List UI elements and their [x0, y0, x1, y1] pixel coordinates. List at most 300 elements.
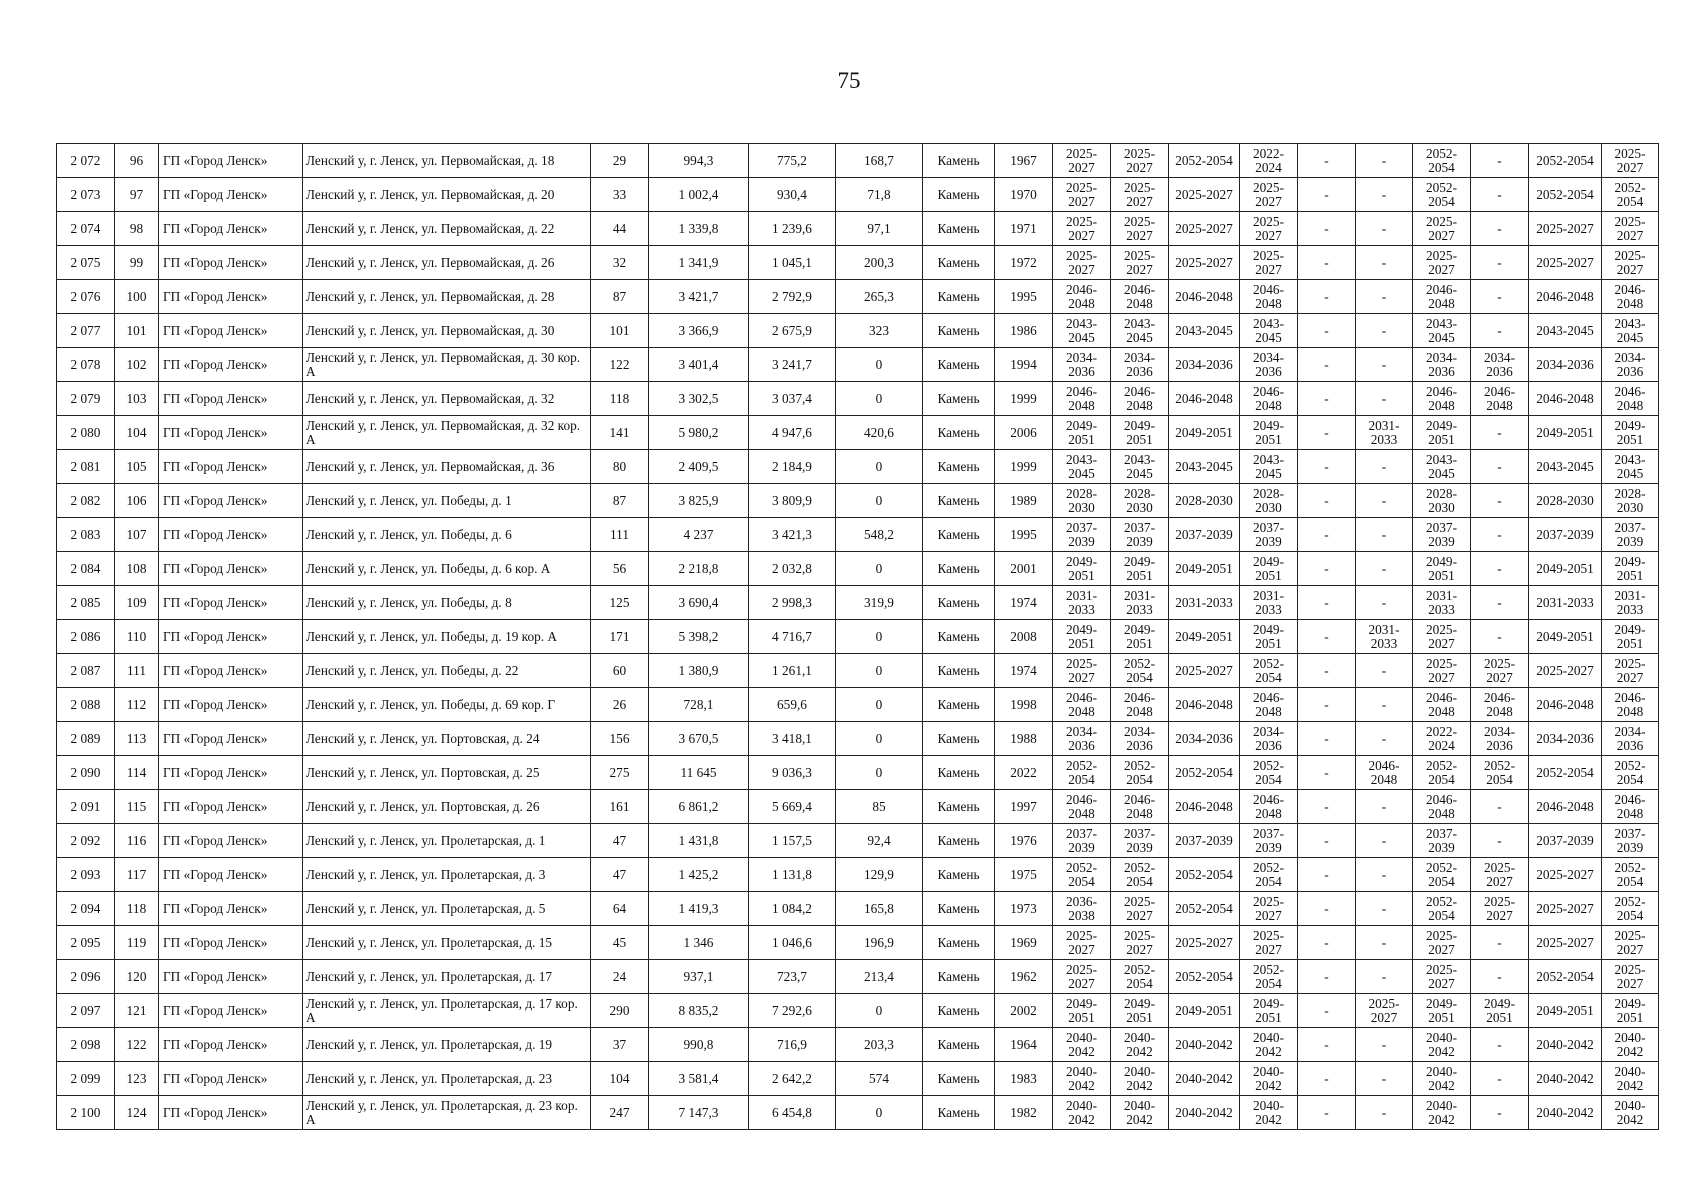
- cell-residential-area: 1 046,6: [749, 926, 836, 960]
- cell-row-number: 2 089: [57, 722, 115, 756]
- cell-address: Ленский у, г. Ленск, ул. Пролетарская, д. 17: [303, 960, 591, 994]
- cell-period-9: 2043-2045: [1529, 450, 1602, 484]
- cell-period-9: 2052-2054: [1529, 756, 1602, 790]
- cell-nonresidential-area: 319,9: [836, 586, 923, 620]
- cell-period-4: 2025-2027: [1240, 212, 1298, 246]
- cell-address: Ленский у, г. Ленск, ул. Победы, д. 19 кор. А: [303, 620, 591, 654]
- cell-period-10: 2052-2054: [1602, 858, 1659, 892]
- cell-period-2: 2025-2027: [1111, 178, 1169, 212]
- cell-period-3: 2031-2033: [1169, 586, 1240, 620]
- cell-row-number: 2 096: [57, 960, 115, 994]
- cell-period-8: -: [1471, 416, 1529, 450]
- cell-local-number: 107: [115, 518, 159, 552]
- cell-nonresidential-area: 323: [836, 314, 923, 348]
- cell-residential-area: 1 045,1: [749, 246, 836, 280]
- table-row: [57, 416, 1659, 450]
- cell-total-area: 7 147,3: [649, 1096, 749, 1130]
- cell-total-area: 3 302,5: [649, 382, 749, 416]
- cell-period-1: 2031-2033: [1053, 586, 1111, 620]
- cell-period-9: 2046-2048: [1529, 790, 1602, 824]
- cell-period-4: 2040-2042: [1240, 1096, 1298, 1130]
- cell-period-1: 2052-2054: [1053, 858, 1111, 892]
- cell-local-number: 106: [115, 484, 159, 518]
- cell-wall-material: Камень: [923, 246, 995, 280]
- cell-apartments: 247: [591, 1096, 649, 1130]
- cell-build-year: 1964: [995, 1028, 1053, 1062]
- cell-period-4: 2046-2048: [1240, 688, 1298, 722]
- cell-local-number: 117: [115, 858, 159, 892]
- cell-address: Ленский у, г. Ленск, ул. Победы, д. 6: [303, 518, 591, 552]
- cell-period-10: 2052-2054: [1602, 178, 1659, 212]
- cell-period-6: -: [1356, 518, 1413, 552]
- cell-wall-material: Камень: [923, 756, 995, 790]
- cell-period-9: 2034-2036: [1529, 722, 1602, 756]
- cell-period-7: 2025-2027: [1413, 654, 1471, 688]
- cell-nonresidential-area: 92,4: [836, 824, 923, 858]
- cell-nonresidential-area: 0: [836, 994, 923, 1028]
- cell-period-5: -: [1298, 654, 1356, 688]
- cell-residential-area: 716,9: [749, 1028, 836, 1062]
- cell-local-number: 111: [115, 654, 159, 688]
- cell-row-number: 2 099: [57, 1062, 115, 1096]
- cell-total-area: 4 237: [649, 518, 749, 552]
- cell-period-5: -: [1298, 1096, 1356, 1130]
- cell-apartments: 24: [591, 960, 649, 994]
- cell-municipality: ГП «Город Ленск»: [159, 246, 303, 280]
- cell-period-6: -: [1356, 382, 1413, 416]
- cell-apartments: 47: [591, 824, 649, 858]
- cell-period-5: -: [1298, 858, 1356, 892]
- cell-total-area: 1 431,8: [649, 824, 749, 858]
- cell-nonresidential-area: 0: [836, 348, 923, 382]
- cell-period-2: 2025-2027: [1111, 892, 1169, 926]
- cell-nonresidential-area: 420,6: [836, 416, 923, 450]
- cell-period-6: -: [1356, 960, 1413, 994]
- cell-period-5: -: [1298, 484, 1356, 518]
- cell-period-3: 2025-2027: [1169, 246, 1240, 280]
- table-row: [57, 450, 1659, 484]
- cell-nonresidential-area: 574: [836, 1062, 923, 1096]
- cell-period-10: 2040-2042: [1602, 1062, 1659, 1096]
- cell-address: Ленский у, г. Ленск, ул. Победы, д. 22: [303, 654, 591, 688]
- cell-period-7: 2040-2042: [1413, 1096, 1471, 1130]
- cell-period-5: -: [1298, 620, 1356, 654]
- cell-period-2: 2052-2054: [1111, 858, 1169, 892]
- cell-period-8: -: [1471, 280, 1529, 314]
- cell-period-2: 2040-2042: [1111, 1096, 1169, 1130]
- cell-residential-area: 2 184,9: [749, 450, 836, 484]
- cell-address: Ленский у, г. Ленск, ул. Пролетарская, д. 5: [303, 892, 591, 926]
- cell-period-3: 2025-2027: [1169, 926, 1240, 960]
- cell-apartments: 101: [591, 314, 649, 348]
- cell-period-5: -: [1298, 688, 1356, 722]
- table-row: [57, 994, 1659, 1028]
- cell-period-3: 2049-2051: [1169, 552, 1240, 586]
- cell-residential-area: 3 241,7: [749, 348, 836, 382]
- table-row: [57, 518, 1659, 552]
- cell-period-7: 2049-2051: [1413, 994, 1471, 1028]
- cell-municipality: ГП «Город Ленск»: [159, 348, 303, 382]
- table-row: [57, 586, 1659, 620]
- table-row: [57, 552, 1659, 586]
- cell-period-5: -: [1298, 756, 1356, 790]
- cell-total-area: 1 380,9: [649, 654, 749, 688]
- cell-local-number: 112: [115, 688, 159, 722]
- cell-municipality: ГП «Город Ленск»: [159, 892, 303, 926]
- cell-wall-material: Камень: [923, 722, 995, 756]
- cell-period-10: 2025-2027: [1602, 212, 1659, 246]
- cell-municipality: ГП «Город Ленск»: [159, 144, 303, 178]
- cell-period-6: -: [1356, 144, 1413, 178]
- cell-period-8: 2046-2048: [1471, 382, 1529, 416]
- cell-period-4: 2046-2048: [1240, 382, 1298, 416]
- cell-total-area: 3 690,4: [649, 586, 749, 620]
- cell-period-8: -: [1471, 178, 1529, 212]
- cell-residential-area: 1 261,1: [749, 654, 836, 688]
- cell-local-number: 115: [115, 790, 159, 824]
- cell-period-4: 2049-2051: [1240, 552, 1298, 586]
- cell-period-6: -: [1356, 552, 1413, 586]
- cell-period-10: 2025-2027: [1602, 246, 1659, 280]
- cell-period-7: 2025-2027: [1413, 620, 1471, 654]
- cell-row-number: 2 085: [57, 586, 115, 620]
- cell-period-2: 2040-2042: [1111, 1028, 1169, 1062]
- page-number: 75: [837, 68, 861, 93]
- cell-period-8: 2052-2054: [1471, 756, 1529, 790]
- cell-period-8: 2034-2036: [1471, 722, 1529, 756]
- cell-municipality: ГП «Город Ленск»: [159, 1028, 303, 1062]
- cell-nonresidential-area: 548,2: [836, 518, 923, 552]
- cell-period-7: 2043-2045: [1413, 450, 1471, 484]
- cell-period-7: 2022-2024: [1413, 722, 1471, 756]
- cell-build-year: 1962: [995, 960, 1053, 994]
- cell-address: Ленский у, г. Ленск, ул. Пролетарская, д. 1: [303, 824, 591, 858]
- cell-period-7: 2034-2036: [1413, 348, 1471, 382]
- cell-nonresidential-area: 0: [836, 484, 923, 518]
- cell-period-1: 2037-2039: [1053, 518, 1111, 552]
- cell-period-3: 2040-2042: [1169, 1028, 1240, 1062]
- cell-apartments: 37: [591, 1028, 649, 1062]
- cell-period-4: 2043-2045: [1240, 314, 1298, 348]
- cell-period-7: 2052-2054: [1413, 892, 1471, 926]
- cell-municipality: ГП «Город Ленск»: [159, 382, 303, 416]
- cell-period-5: -: [1298, 824, 1356, 858]
- cell-row-number: 2 076: [57, 280, 115, 314]
- cell-period-8: -: [1471, 926, 1529, 960]
- cell-period-6: -: [1356, 926, 1413, 960]
- cell-total-area: 3 366,9: [649, 314, 749, 348]
- table-row: [57, 144, 1659, 178]
- cell-period-7: 2049-2051: [1413, 416, 1471, 450]
- cell-municipality: ГП «Город Ленск»: [159, 280, 303, 314]
- cell-residential-area: 7 292,6: [749, 994, 836, 1028]
- cell-period-9: 2046-2048: [1529, 280, 1602, 314]
- cell-period-8: -: [1471, 960, 1529, 994]
- cell-municipality: ГП «Город Ленск»: [159, 722, 303, 756]
- cell-period-3: 2025-2027: [1169, 654, 1240, 688]
- cell-period-1: 2049-2051: [1053, 994, 1111, 1028]
- cell-period-3: 2043-2045: [1169, 314, 1240, 348]
- cell-period-9: 2037-2039: [1529, 518, 1602, 552]
- cell-local-number: 108: [115, 552, 159, 586]
- cell-local-number: 113: [115, 722, 159, 756]
- cell-period-8: -: [1471, 314, 1529, 348]
- cell-period-8: 2025-2027: [1471, 654, 1529, 688]
- cell-period-1: 2037-2039: [1053, 824, 1111, 858]
- cell-period-9: 2028-2030: [1529, 484, 1602, 518]
- cell-row-number: 2 075: [57, 246, 115, 280]
- cell-period-5: -: [1298, 416, 1356, 450]
- cell-row-number: 2 074: [57, 212, 115, 246]
- cell-period-8: -: [1471, 620, 1529, 654]
- cell-municipality: ГП «Город Ленск»: [159, 178, 303, 212]
- cell-period-10: 2046-2048: [1602, 382, 1659, 416]
- cell-period-5: -: [1298, 790, 1356, 824]
- cell-period-5: -: [1298, 348, 1356, 382]
- cell-nonresidential-area: 0: [836, 1096, 923, 1130]
- cell-period-5: -: [1298, 178, 1356, 212]
- cell-period-5: -: [1298, 586, 1356, 620]
- cell-municipality: ГП «Город Ленск»: [159, 756, 303, 790]
- cell-build-year: 1974: [995, 586, 1053, 620]
- cell-nonresidential-area: 213,4: [836, 960, 923, 994]
- cell-period-3: 2025-2027: [1169, 178, 1240, 212]
- table-row: [57, 314, 1659, 348]
- cell-local-number: 109: [115, 586, 159, 620]
- cell-apartments: 60: [591, 654, 649, 688]
- cell-municipality: ГП «Город Ленск»: [159, 1096, 303, 1130]
- cell-wall-material: Камень: [923, 382, 995, 416]
- cell-period-1: 2049-2051: [1053, 416, 1111, 450]
- cell-period-2: 2025-2027: [1111, 246, 1169, 280]
- cell-wall-material: Камень: [923, 960, 995, 994]
- cell-period-4: 2049-2051: [1240, 416, 1298, 450]
- cell-local-number: 98: [115, 212, 159, 246]
- cell-total-area: 1 002,4: [649, 178, 749, 212]
- cell-wall-material: Камень: [923, 688, 995, 722]
- cell-nonresidential-area: 203,3: [836, 1028, 923, 1062]
- cell-local-number: 102: [115, 348, 159, 382]
- cell-row-number: 2 072: [57, 144, 115, 178]
- cell-wall-material: Камень: [923, 178, 995, 212]
- cell-apartments: 80: [591, 450, 649, 484]
- cell-period-3: 2049-2051: [1169, 994, 1240, 1028]
- cell-period-4: 2052-2054: [1240, 654, 1298, 688]
- cell-apartments: 47: [591, 858, 649, 892]
- cell-period-9: 2025-2027: [1529, 858, 1602, 892]
- cell-period-4: 2046-2048: [1240, 790, 1298, 824]
- cell-period-10: 2037-2039: [1602, 824, 1659, 858]
- cell-row-number: 2 079: [57, 382, 115, 416]
- cell-wall-material: Камень: [923, 994, 995, 1028]
- cell-period-5: -: [1298, 552, 1356, 586]
- cell-period-2: 2052-2054: [1111, 960, 1169, 994]
- cell-residential-area: 3 418,1: [749, 722, 836, 756]
- cell-local-number: 116: [115, 824, 159, 858]
- cell-residential-area: 775,2: [749, 144, 836, 178]
- cell-apartments: 122: [591, 348, 649, 382]
- cell-total-area: 1 346: [649, 926, 749, 960]
- cell-period-2: 2025-2027: [1111, 144, 1169, 178]
- cell-nonresidential-area: 265,3: [836, 280, 923, 314]
- cell-period-7: 2037-2039: [1413, 824, 1471, 858]
- cell-period-8: -: [1471, 1096, 1529, 1130]
- cell-period-1: 2034-2036: [1053, 348, 1111, 382]
- cell-period-6: -: [1356, 824, 1413, 858]
- cell-build-year: 1967: [995, 144, 1053, 178]
- cell-period-5: -: [1298, 144, 1356, 178]
- cell-total-area: 8 835,2: [649, 994, 749, 1028]
- cell-residential-area: 5 669,4: [749, 790, 836, 824]
- cell-build-year: 1970: [995, 178, 1053, 212]
- cell-period-10: 2052-2054: [1602, 892, 1659, 926]
- cell-build-year: 2008: [995, 620, 1053, 654]
- cell-nonresidential-area: 0: [836, 450, 923, 484]
- cell-period-4: 2043-2045: [1240, 450, 1298, 484]
- cell-apartments: 45: [591, 926, 649, 960]
- cell-apartments: 104: [591, 1062, 649, 1096]
- cell-period-1: 2049-2051: [1053, 620, 1111, 654]
- cell-residential-area: 2 998,3: [749, 586, 836, 620]
- cell-period-1: 2043-2045: [1053, 450, 1111, 484]
- cell-period-4: 2037-2039: [1240, 518, 1298, 552]
- cell-period-3: 2043-2045: [1169, 450, 1240, 484]
- cell-period-2: 2043-2045: [1111, 314, 1169, 348]
- cell-address: Ленский у, г. Ленск, ул. Пролетарская, д. 23 кор. А: [303, 1096, 591, 1130]
- cell-apartments: 87: [591, 484, 649, 518]
- cell-address: Ленский у, г. Ленск, ул. Первомайская, д. 30 кор. А: [303, 348, 591, 382]
- cell-period-2: 2049-2051: [1111, 416, 1169, 450]
- cell-period-3: 2040-2042: [1169, 1062, 1240, 1096]
- cell-residential-area: 1 157,5: [749, 824, 836, 858]
- cell-apartments: 141: [591, 416, 649, 450]
- cell-local-number: 119: [115, 926, 159, 960]
- cell-period-5: -: [1298, 926, 1356, 960]
- cell-period-10: 2028-2030: [1602, 484, 1659, 518]
- cell-period-2: 2034-2036: [1111, 722, 1169, 756]
- cell-address: Ленский у, г. Ленск, ул. Первомайская, д. 30: [303, 314, 591, 348]
- cell-apartments: 111: [591, 518, 649, 552]
- cell-period-8: 2046-2048: [1471, 688, 1529, 722]
- cell-period-6: 2046-2048: [1356, 756, 1413, 790]
- cell-address: Ленский у, г. Ленск, ул. Победы, д. 1: [303, 484, 591, 518]
- cell-period-4: 2049-2051: [1240, 620, 1298, 654]
- cell-period-4: 2052-2054: [1240, 858, 1298, 892]
- cell-period-6: -: [1356, 348, 1413, 382]
- cell-period-3: 2040-2042: [1169, 1096, 1240, 1130]
- cell-period-8: 2025-2027: [1471, 858, 1529, 892]
- cell-period-10: 2049-2051: [1602, 620, 1659, 654]
- cell-period-8: -: [1471, 212, 1529, 246]
- cell-period-9: 2049-2051: [1529, 620, 1602, 654]
- cell-row-number: 2 087: [57, 654, 115, 688]
- cell-nonresidential-area: 71,8: [836, 178, 923, 212]
- cell-period-4: 2031-2033: [1240, 586, 1298, 620]
- housing-register-table: [56, 143, 1659, 1130]
- cell-period-3: 2046-2048: [1169, 382, 1240, 416]
- cell-build-year: 1994: [995, 348, 1053, 382]
- cell-period-2: 2049-2051: [1111, 994, 1169, 1028]
- cell-period-3: 2046-2048: [1169, 280, 1240, 314]
- cell-address: Ленский у, г. Ленск, ул. Портовская, д. 25: [303, 756, 591, 790]
- cell-period-6: -: [1356, 1096, 1413, 1130]
- cell-period-9: 2052-2054: [1529, 178, 1602, 212]
- cell-local-number: 121: [115, 994, 159, 1028]
- cell-wall-material: Камень: [923, 790, 995, 824]
- cell-local-number: 118: [115, 892, 159, 926]
- cell-period-3: 2049-2051: [1169, 416, 1240, 450]
- cell-nonresidential-area: 0: [836, 654, 923, 688]
- cell-row-number: 2 073: [57, 178, 115, 212]
- cell-row-number: 2 082: [57, 484, 115, 518]
- cell-period-6: -: [1356, 790, 1413, 824]
- cell-municipality: ГП «Город Ленск»: [159, 1062, 303, 1096]
- cell-build-year: 1989: [995, 484, 1053, 518]
- table-row: [57, 892, 1659, 926]
- cell-period-2: 2052-2054: [1111, 756, 1169, 790]
- cell-period-3: 2046-2048: [1169, 790, 1240, 824]
- cell-period-9: 2049-2051: [1529, 416, 1602, 450]
- cell-period-1: 2040-2042: [1053, 1096, 1111, 1130]
- cell-period-10: 2049-2051: [1602, 994, 1659, 1028]
- table-row: [57, 1028, 1659, 1062]
- cell-local-number: 122: [115, 1028, 159, 1062]
- cell-total-area: 1 341,9: [649, 246, 749, 280]
- cell-period-10: 2034-2036: [1602, 348, 1659, 382]
- cell-period-4: 2046-2048: [1240, 280, 1298, 314]
- cell-period-6: -: [1356, 586, 1413, 620]
- cell-period-2: 2049-2051: [1111, 620, 1169, 654]
- cell-period-5: -: [1298, 314, 1356, 348]
- cell-period-5: -: [1298, 518, 1356, 552]
- cell-municipality: ГП «Город Ленск»: [159, 484, 303, 518]
- cell-wall-material: Камень: [923, 484, 995, 518]
- cell-residential-area: 6 454,8: [749, 1096, 836, 1130]
- table-row: [57, 926, 1659, 960]
- cell-apartments: 118: [591, 382, 649, 416]
- cell-period-10: 2025-2027: [1602, 144, 1659, 178]
- cell-nonresidential-area: 129,9: [836, 858, 923, 892]
- cell-period-8: -: [1471, 790, 1529, 824]
- cell-apartments: 87: [591, 280, 649, 314]
- cell-period-9: 2043-2045: [1529, 314, 1602, 348]
- cell-total-area: 3 401,4: [649, 348, 749, 382]
- cell-period-6: -: [1356, 178, 1413, 212]
- cell-local-number: 104: [115, 416, 159, 450]
- cell-period-7: 2052-2054: [1413, 144, 1471, 178]
- cell-address: Ленский у, г. Ленск, ул. Первомайская, д. 18: [303, 144, 591, 178]
- cell-period-5: -: [1298, 382, 1356, 416]
- cell-apartments: 156: [591, 722, 649, 756]
- cell-period-3: 2052-2054: [1169, 892, 1240, 926]
- cell-build-year: 1982: [995, 1096, 1053, 1130]
- cell-address: Ленский у, г. Ленск, ул. Первомайская, д. 28: [303, 280, 591, 314]
- cell-period-9: 2049-2051: [1529, 552, 1602, 586]
- cell-period-10: 2040-2042: [1602, 1096, 1659, 1130]
- cell-apartments: 64: [591, 892, 649, 926]
- cell-apartments: 32: [591, 246, 649, 280]
- table-row: [57, 382, 1659, 416]
- cell-wall-material: Камень: [923, 1096, 995, 1130]
- cell-period-6: -: [1356, 722, 1413, 756]
- cell-period-8: -: [1471, 1062, 1529, 1096]
- cell-nonresidential-area: 0: [836, 620, 923, 654]
- cell-period-7: 2052-2054: [1413, 756, 1471, 790]
- cell-period-1: 2046-2048: [1053, 280, 1111, 314]
- cell-period-5: -: [1298, 212, 1356, 246]
- cell-period-3: 2052-2054: [1169, 858, 1240, 892]
- table-row: [57, 178, 1659, 212]
